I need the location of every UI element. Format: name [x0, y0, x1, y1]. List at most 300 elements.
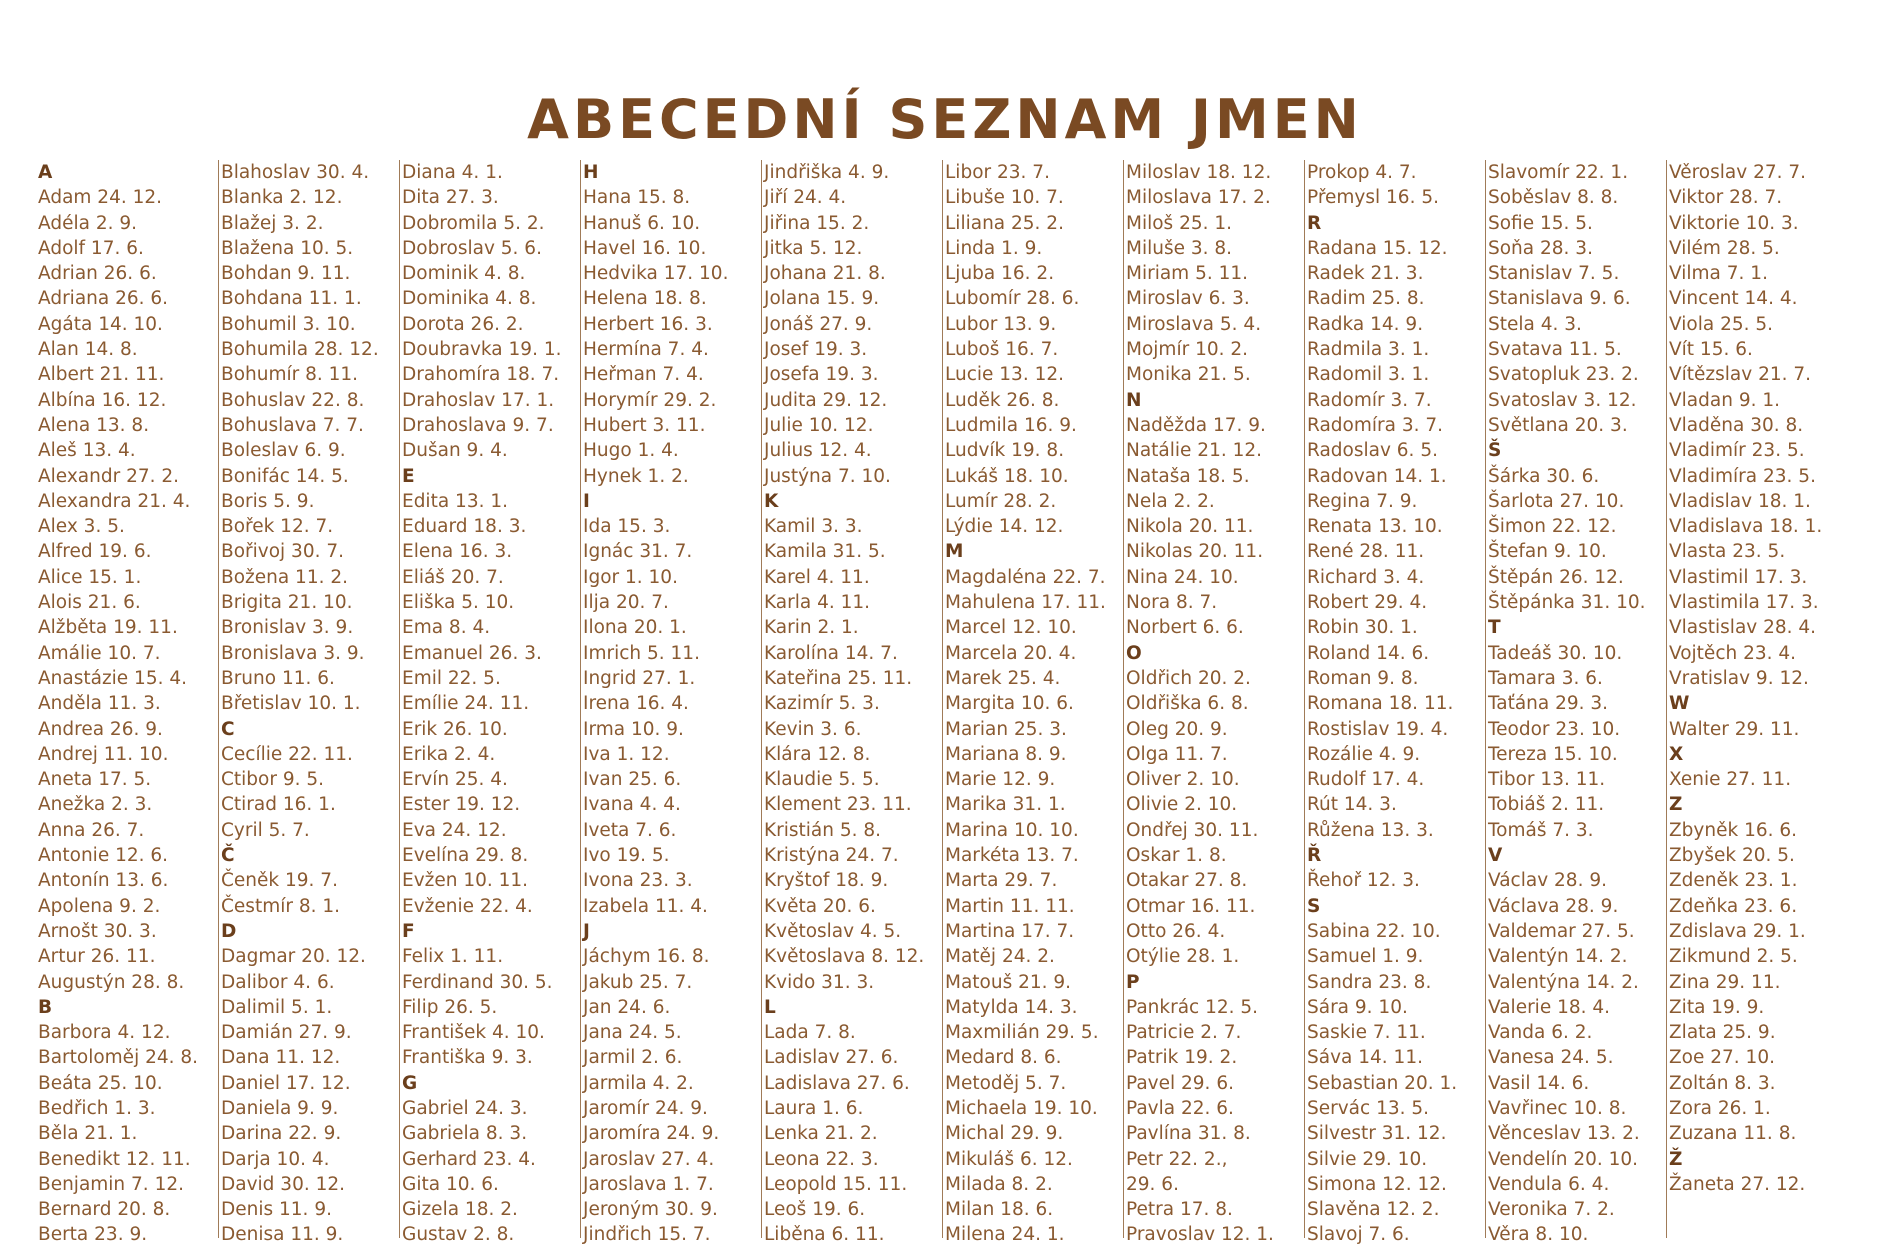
name-entry: Vladislav 18. 1. — [1669, 490, 1811, 512]
name-entry: Dita 27. 3. — [402, 187, 499, 209]
name-entry: Vladimír 23. 5. — [1669, 440, 1805, 462]
name-entry: Žaneta 27. 12. — [1669, 1173, 1806, 1195]
name-entry: Oldřich 20. 2. — [1126, 667, 1251, 689]
name-entry: Alice 15. 1. — [38, 566, 142, 588]
name-entry: Gizela 18. 2. — [402, 1199, 518, 1221]
name-entry: Jáchym 16. 8. — [583, 946, 710, 968]
name-entry: Marcela 20. 4. — [945, 642, 1077, 664]
name-entry: Linda 1. 9. — [945, 237, 1043, 259]
name-entry: Julie 10. 12. — [764, 414, 874, 436]
name-column — [1667, 160, 1848, 1238]
name-entry: Soňa 28. 3. — [1488, 237, 1593, 259]
name-entry: Regina 7. 9. — [1307, 490, 1418, 512]
name-entry: Vincent 14. 4. — [1669, 288, 1798, 310]
name-entry: Felix 1. 11. — [402, 946, 504, 968]
name-entry: Adriana 26. 6. — [38, 288, 169, 310]
name-entry: Darina 22. 9. — [221, 1123, 342, 1145]
name-entry: Evžen 10. 11. — [402, 870, 529, 892]
name-entry: Ivana 4. 4. — [583, 794, 681, 816]
name-entry: Denis 11. 9. — [221, 1199, 332, 1221]
name-entry: Bohdan 9. 11. — [221, 263, 351, 285]
name-entry: Imrich 5. 11. — [583, 642, 700, 664]
name-entry: František 4. 10. — [402, 1022, 545, 1044]
name-entry: Vladimíra 23. 5. — [1669, 465, 1816, 487]
name-entry: Pavel 29. 6. — [1126, 1072, 1234, 1094]
name-entry: Františka 9. 3. — [402, 1047, 533, 1069]
name-entry: Vavřinec 10. 8. — [1488, 1097, 1627, 1119]
name-entry: Jana 24. 5. — [583, 1022, 682, 1044]
name-entry: Vendula 6. 4. — [1488, 1173, 1610, 1195]
name-entry: Lenka 21. 2. — [764, 1123, 878, 1145]
name-entry: Daniela 9. 9. — [221, 1097, 339, 1119]
name-entry: Erika 2. 4. — [402, 743, 496, 765]
name-entry: Roman 9. 8. — [1307, 667, 1419, 689]
name-entry: Romana 18. 11. — [1307, 693, 1454, 715]
letter-heading: R — [1307, 212, 1322, 234]
name-entry: Irena 16. 4. — [583, 693, 689, 715]
letter-heading: J — [583, 920, 590, 942]
name-entry: Jaromíra 24. 9. — [583, 1123, 720, 1145]
name-entry: Čestmír 8. 1. — [221, 895, 341, 917]
name-entry: Kryštof 18. 9. — [764, 870, 889, 892]
name-entry: Anežka 2. 3. — [38, 794, 153, 816]
name-entry: Soběslav 8. 8. — [1488, 187, 1619, 209]
name-entry: Jiřina 15. 2. — [764, 212, 870, 234]
name-entry: Eliška 5. 10. — [402, 592, 515, 614]
name-entry: Jonáš 27. 9. — [764, 313, 873, 335]
name-entry: Liliana 25. 2. — [945, 212, 1064, 234]
name-entry: Adolf 17. 6. — [38, 237, 144, 259]
name-entry: Tereza 15. 10. — [1488, 743, 1618, 765]
name-entry: Věroslav 27. 7. — [1669, 162, 1807, 183]
name-entry: Marta 29. 7. — [945, 870, 1058, 892]
name-entry: Benjamin 7. 12. — [38, 1173, 184, 1195]
name-entry: Gabriel 24. 3. — [402, 1097, 528, 1119]
letter-heading: C — [221, 718, 235, 740]
name-entry: Samuel 1. 9. — [1307, 946, 1424, 968]
name-entry: Bronislav 3. 9. — [221, 617, 354, 639]
name-entry: Justýna 7. 10. — [764, 465, 891, 487]
name-entry: Marika 31. 1. — [945, 794, 1066, 816]
name-entry: Norbert 6. 6. — [1126, 617, 1244, 639]
name-entry: Čeněk 19. 7. — [221, 870, 338, 892]
name-entry: Robert 29. 4. — [1307, 592, 1428, 614]
name-entry: Natálie 21. 12. — [1126, 440, 1263, 462]
name-entry: Otakar 27. 8. — [1126, 870, 1248, 892]
name-entry: Iva 1. 12. — [583, 743, 670, 765]
name-entry: Adéla 2. 9. — [38, 212, 137, 234]
name-entry: Vlasta 23. 5. — [1669, 541, 1786, 563]
name-entry: Lumír 28. 2. — [945, 490, 1057, 512]
letter-heading: D — [221, 920, 237, 942]
name-entry: Hugo 1. 4. — [583, 440, 679, 462]
name-entry: Šarlota 27. 10. — [1488, 490, 1625, 512]
name-entry: Patrik 19. 2. — [1126, 1047, 1238, 1069]
letter-heading: G — [402, 1072, 418, 1094]
name-entry: Lubor 13. 9. — [945, 313, 1057, 335]
name-entry: Boris 5. 9. — [221, 490, 315, 512]
name-entry: Boleslav 6. 9. — [221, 440, 346, 462]
name-entry: Vít 15. 6. — [1669, 339, 1753, 361]
name-entry: Ludmila 16. 9. — [945, 414, 1077, 436]
name-entry: Ilona 20. 1. — [583, 617, 687, 639]
name-entry: Stanislava 9. 6. — [1488, 288, 1631, 310]
name-entry: Metoděj 5. 7. — [945, 1072, 1067, 1094]
name-entry: Zuzana 11. 8. — [1669, 1123, 1797, 1145]
name-entry: Bohuslava 7. 7. — [221, 414, 364, 436]
name-entry: Radovan 14. 1. — [1307, 465, 1447, 487]
name-entry: Cyril 5. 7. — [221, 819, 310, 841]
name-column — [1124, 160, 1305, 1246]
name-entry: Judita 29. 12. — [764, 389, 888, 411]
name-entry: Martina 17. 7. — [945, 920, 1075, 942]
name-entry: Slavomír 22. 1. — [1488, 162, 1629, 183]
name-entry: Kristián 5. 8. — [764, 819, 882, 841]
name-entry: Tibor 13. 11. — [1488, 769, 1606, 791]
name-entry: Ivo 19. 5. — [583, 845, 670, 867]
name-entry: Pankrác 12. 5. — [1126, 996, 1259, 1018]
name-entry: Dorota 26. 2. — [402, 313, 524, 335]
name-entry: Blahoslav 30. 4. — [221, 162, 370, 183]
name-entry: Klement 23. 11. — [764, 794, 912, 816]
name-entry: Ivan 25. 6. — [583, 769, 682, 791]
name-entry: Oskar 1. 8. — [1126, 845, 1227, 867]
name-entry: Ctirad 16. 1. — [221, 794, 336, 816]
name-entry: Ferdinand 30. 5. — [402, 971, 553, 993]
name-entry: Miloš 25. 1. — [1126, 212, 1233, 234]
name-entry: Miroslav 6. 3. — [1126, 288, 1250, 310]
name-entry: Otto 26. 4. — [1126, 920, 1226, 942]
name-entry: Květoslav 4. 5. — [764, 920, 902, 942]
name-entry: Valentýna 14. 2. — [1488, 971, 1639, 993]
name-entry: Zina 29. 11. — [1669, 971, 1781, 993]
letter-heading: Z — [1669, 794, 1683, 816]
name-entry: Vlastimil 17. 3. — [1669, 566, 1808, 588]
name-entry: Drahoslav 17. 1. — [402, 389, 555, 411]
name-entry: Valerie 18. 4. — [1488, 996, 1611, 1018]
name-entry: Sofie 15. 5. — [1488, 212, 1593, 234]
name-entry: Bohumír 8. 11. — [221, 364, 359, 386]
name-entry: Jindřich 15. 7. — [583, 1224, 711, 1246]
name-entry: Štěpánka 31. 10. — [1488, 592, 1646, 614]
name-entry: Antonín 13. 6. — [38, 870, 169, 892]
name-entry: Bořek 12. 7. — [221, 516, 334, 538]
name-entry: Darja 10. 4. — [221, 1148, 330, 1170]
name-entry: Jiří 24. 4. — [764, 187, 847, 209]
name-entry: Luboš 16. 7. — [945, 339, 1059, 361]
name-entry: Silvie 29. 10. — [1307, 1148, 1428, 1170]
name-entry: Vilma 7. 1. — [1669, 263, 1768, 285]
name-entry: Ida 15. 3. — [583, 516, 671, 538]
name-entry: Dominik 4. 8. — [402, 263, 526, 285]
name-entry: Augustýn 28. 8. — [38, 971, 185, 993]
name-entry: Sabina 22. 10. — [1307, 920, 1441, 942]
name-entry: Zdislava 29. 1. — [1669, 920, 1806, 942]
name-entry: Řehoř 12. 3. — [1307, 870, 1420, 892]
letter-heading: M — [945, 541, 964, 563]
name-entry: Alžběta 19. 11. — [38, 617, 178, 639]
name-entry: Taťána 29. 3. — [1488, 693, 1609, 715]
name-entry: Ema 8. 4. — [402, 617, 491, 639]
name-entry: Mojmír 10. 2. — [1126, 339, 1249, 361]
name-entry: Kateřina 25. 11. — [764, 667, 913, 689]
name-entry: Erik 26. 10. — [402, 718, 508, 740]
name-entry: Blažej 3. 2. — [221, 212, 324, 234]
name-entry: Jarmila 4. 2. — [583, 1072, 694, 1094]
name-entry: Bonifác 14. 5. — [221, 465, 349, 487]
name-entry: Ctibor 9. 5. — [221, 769, 325, 791]
name-entry: Gerhard 23. 4. — [402, 1148, 536, 1170]
name-column — [581, 160, 762, 1246]
name-entry: Ondřej 30. 11. — [1126, 819, 1259, 841]
name-entry: Jeroným 30. 9. — [583, 1199, 718, 1221]
name-entry: Medard 8. 6. — [945, 1047, 1062, 1069]
name-entry: Zlata 25. 9. — [1669, 1022, 1776, 1044]
letter-heading: P — [1126, 971, 1140, 993]
name-entry: Vratislav 9. 12. — [1669, 667, 1809, 689]
name-entry: Matylda 14. 3. — [945, 996, 1078, 1018]
name-entry: Tomáš 7. 3. — [1488, 819, 1594, 841]
name-entry: Teodor 23. 10. — [1488, 718, 1621, 740]
letter-heading: X — [1669, 743, 1684, 765]
name-entry: Klára 12. 8. — [764, 743, 871, 765]
name-entry: Valdemar 27. 5. — [1488, 920, 1635, 942]
name-entry: Nikola 20. 11. — [1126, 516, 1254, 538]
letter-heading: E — [402, 465, 415, 487]
name-entry: Sandra 23. 8. — [1307, 971, 1432, 993]
name-entry: Lýdie 14. 12. — [945, 516, 1064, 538]
name-entry: Vladěna 30. 8. — [1669, 414, 1804, 436]
name-entry: Viktor 28. 7. — [1669, 187, 1783, 209]
name-entry: Zoltán 8. 3. — [1669, 1072, 1776, 1094]
name-entry: Ilja 20. 7. — [583, 592, 669, 614]
name-entry: Nela 2. 2. — [1126, 490, 1215, 512]
name-entry: Jaromír 24. 9. — [583, 1097, 708, 1119]
name-entry: Vilém 28. 5. — [1669, 237, 1780, 259]
name-entry: Simona 12. 12. — [1307, 1173, 1447, 1195]
name-entry: Kristýna 24. 7. — [764, 845, 899, 867]
name-entry: Slavěna 12. 2. — [1307, 1199, 1440, 1221]
name-entry: Miloslav 18. 12. — [1126, 162, 1272, 183]
name-entry: Otmar 16. 11. — [1126, 895, 1256, 917]
name-entry: Ludvík 19. 8. — [945, 440, 1065, 462]
letter-heading: Š — [1488, 440, 1502, 462]
name-entry: Anna 26. 7. — [38, 819, 145, 841]
name-entry: Drahoslava 9. 7. — [402, 414, 554, 436]
name-entry: Albert 21. 11. — [38, 364, 165, 386]
name-entry: Josefa 19. 3. — [764, 364, 879, 386]
name-entry: Libor 23. 7. — [945, 162, 1050, 183]
name-entry: Maxmilián 29. 5. — [945, 1022, 1099, 1044]
name-entry: Marie 12. 9. — [945, 769, 1056, 791]
name-entry: Hermína 7. 4. — [583, 339, 709, 361]
name-entry: Alexandra 21. 4. — [38, 490, 191, 512]
name-entry: Miroslava 5. 4. — [1126, 313, 1262, 335]
name-entry: Patricie 2. 7. — [1126, 1022, 1242, 1044]
letter-heading: L — [764, 996, 776, 1018]
name-entry: Zbyněk 16. 6. — [1669, 819, 1798, 841]
name-entry: Nataša 18. 5. — [1126, 465, 1250, 487]
name-entry: Dana 11. 12. — [221, 1047, 341, 1069]
name-entry: Ester 19. 12. — [402, 794, 521, 816]
name-entry: Radoslav 6. 5. — [1307, 440, 1438, 462]
name-entry: Dobroslav 5. 6. — [402, 237, 542, 259]
name-entry: Leona 22. 3. — [764, 1148, 879, 1170]
name-entry: Drahomíra 18. 7. — [402, 364, 560, 386]
name-entry: Hana 15. 8. — [583, 187, 691, 209]
letter-heading: F — [402, 920, 415, 942]
name-entry: Zoe 27. 10. — [1669, 1047, 1775, 1069]
name-entry: Zdeněk 23. 1. — [1669, 870, 1798, 892]
name-entry: Milan 18. 6. — [945, 1199, 1054, 1221]
name-entry: 29. 6. — [1126, 1173, 1179, 1195]
letter-heading: T — [1488, 617, 1501, 639]
name-entry: Evženie 22. 4. — [402, 895, 533, 917]
name-entry: Monika 21. 5. — [1126, 364, 1251, 386]
name-entry: Nora 8. 7. — [1126, 592, 1218, 614]
name-entry: Laura 1. 6. — [764, 1097, 864, 1119]
name-entry: Veronika 7. 2. — [1488, 1199, 1615, 1221]
name-entry: Kamila 31. 5. — [764, 541, 886, 563]
name-entry: Ladislava 27. 6. — [764, 1072, 910, 1094]
name-entry: Matěj 24. 2. — [945, 946, 1055, 968]
name-entry: Bořivoj 30. 7. — [221, 541, 344, 563]
name-entry: Vanda 6. 2. — [1488, 1022, 1593, 1044]
name-entry: Zikmund 2. 5. — [1669, 946, 1798, 968]
name-entry: Roland 14. 6. — [1307, 642, 1430, 664]
name-entry: Hubert 3. 11. — [583, 414, 706, 436]
name-entry: Karin 2. 1. — [764, 617, 859, 639]
name-entry: Ingrid 27. 1. — [583, 667, 696, 689]
name-entry: Josef 19. 3. — [764, 339, 868, 361]
name-entry: Stanislav 7. 5. — [1488, 263, 1620, 285]
name-column — [762, 160, 943, 1246]
name-entry: Julius 12. 4. — [764, 440, 872, 462]
name-entry: Hedvika 17. 10. — [583, 263, 729, 285]
name-entry: Leopold 15. 11. — [764, 1173, 908, 1195]
name-entry: Štefan 9. 10. — [1488, 541, 1607, 563]
name-entry: Mariana 8. 9. — [945, 743, 1067, 765]
letter-heading: Ř — [1307, 845, 1322, 867]
name-entry: Luděk 26. 8. — [945, 389, 1060, 411]
name-entry: Mikuláš 6. 12. — [945, 1148, 1073, 1170]
name-entry: Arnošt 30. 3. — [38, 920, 157, 942]
name-entry: Oliver 2. 10. — [1126, 769, 1240, 791]
name-entry: Vojtěch 23. 4. — [1669, 642, 1797, 664]
letter-heading: N — [1126, 389, 1142, 411]
name-entry: Běla 21. 1. — [38, 1123, 138, 1145]
name-entry: Tamara 3. 6. — [1488, 667, 1603, 689]
name-entry: Nikolas 20. 11. — [1126, 541, 1264, 563]
letter-heading: O — [1126, 642, 1142, 664]
name-entry: Heřman 7. 4. — [583, 364, 704, 386]
name-column — [38, 160, 219, 1246]
name-entry: Olga 11. 7. — [1126, 743, 1228, 765]
name-entry: Bohumila 28. 12. — [221, 339, 379, 361]
name-entry: Vanesa 24. 5. — [1488, 1047, 1614, 1069]
name-entry: Emílie 24. 11. — [402, 693, 530, 715]
name-entry: Margita 10. 6. — [945, 693, 1074, 715]
name-entry: Svatopluk 23. 2. — [1488, 364, 1639, 386]
name-entry: Libuše 10. 7. — [945, 187, 1064, 209]
name-entry: Marian 25. 3. — [945, 718, 1067, 740]
name-entry: Damián 27. 9. — [221, 1022, 352, 1044]
name-entry: Dobromila 5. 2. — [402, 212, 545, 234]
name-entry: Radomíra 3. 7. — [1307, 414, 1444, 436]
name-entry: Pavlína 31. 8. — [1126, 1123, 1251, 1145]
name-entry: Karolína 14. 7. — [764, 642, 898, 664]
letter-heading: K — [764, 490, 779, 512]
name-entry: Sára 9. 10. — [1307, 996, 1408, 1018]
name-entry: Xenie 27. 11. — [1669, 769, 1792, 791]
name-entry: Zdeňka 23. 6. — [1669, 895, 1798, 917]
letter-heading: Č — [221, 845, 235, 867]
page-title: ABECEDNÍ SEZNAM JMEN — [527, 88, 1363, 151]
name-entry: Vítězslav 21. 7. — [1669, 364, 1812, 386]
name-entry: Iveta 7. 6. — [583, 819, 677, 841]
name-entry: Rudolf 17. 4. — [1307, 769, 1425, 791]
name-entry: Havel 16. 10. — [583, 237, 707, 259]
name-entry: Lubomír 28. 6. — [945, 288, 1080, 310]
name-entry: Věnceslav 13. 2. — [1488, 1123, 1640, 1145]
name-entry: Bronislava 3. 9. — [221, 642, 365, 664]
name-entry: Šárka 30. 6. — [1488, 465, 1600, 487]
name-entry: Berta 23. 9. — [38, 1224, 148, 1246]
name-entry: Václav 28. 9. — [1488, 870, 1607, 892]
name-entry: Ljuba 16. 2. — [945, 263, 1055, 285]
name-entry: Elena 16. 3. — [402, 541, 513, 563]
name-entry: Richard 3. 4. — [1307, 566, 1425, 588]
name-column — [219, 160, 400, 1246]
name-entry: Robin 30. 1. — [1307, 617, 1418, 639]
name-entry: Michal 29. 9. — [945, 1123, 1064, 1145]
name-entry: Eliáš 20. 7. — [402, 566, 504, 588]
name-entry: Mahulena 17. 11. — [945, 592, 1106, 614]
name-column — [943, 160, 1124, 1246]
name-entry: Artur 26. 11. — [38, 946, 156, 968]
name-entry: Magdaléna 22. 7. — [945, 566, 1106, 588]
name-entry: Vlastislav 28. 4. — [1669, 617, 1817, 639]
name-entry: Matouš 21. 9. — [945, 971, 1072, 993]
name-entry: Jolana 15. 9. — [764, 288, 880, 310]
name-column — [1305, 160, 1486, 1246]
name-entry: Marina 10. 10. — [945, 819, 1079, 841]
name-entry: Zora 26. 1. — [1669, 1097, 1771, 1119]
name-entry: Evelína 29. 8. — [402, 845, 529, 867]
name-entry: Beáta 25. 10. — [38, 1072, 163, 1094]
name-entry: Agáta 14. 10. — [38, 313, 163, 335]
name-entry: Emil 22. 5. — [402, 667, 501, 689]
name-entry: Karla 4. 11. — [764, 592, 871, 614]
name-entry: Martin 11. 11. — [945, 895, 1075, 917]
name-entry: Vasil 14. 6. — [1488, 1072, 1590, 1094]
name-entry: Daniel 17. 12. — [221, 1072, 351, 1094]
name-entry: Světlana 20. 3. — [1488, 414, 1628, 436]
name-entry: Dalimil 5. 1. — [221, 996, 333, 1018]
name-entry: Jaroslava 1. 7. — [583, 1173, 714, 1195]
name-entry: Slavoj 7. 6. — [1307, 1224, 1410, 1246]
name-entry: Dagmar 20. 12. — [221, 946, 366, 968]
letter-heading: V — [1488, 845, 1503, 867]
name-entry: Vladislava 18. 1. — [1669, 516, 1823, 538]
name-entry: Radana 15. 12. — [1307, 237, 1448, 259]
name-entry: Bohdana 11. 1. — [221, 288, 362, 310]
name-entry: Valentýn 14. 2. — [1488, 946, 1628, 968]
name-entry: Alex 3. 5. — [38, 516, 125, 538]
name-entry: Viola 25. 5. — [1669, 313, 1774, 335]
name-entry: Prokop 4. 7. — [1307, 162, 1417, 183]
name-entry: Dušan 9. 4. — [402, 440, 508, 462]
